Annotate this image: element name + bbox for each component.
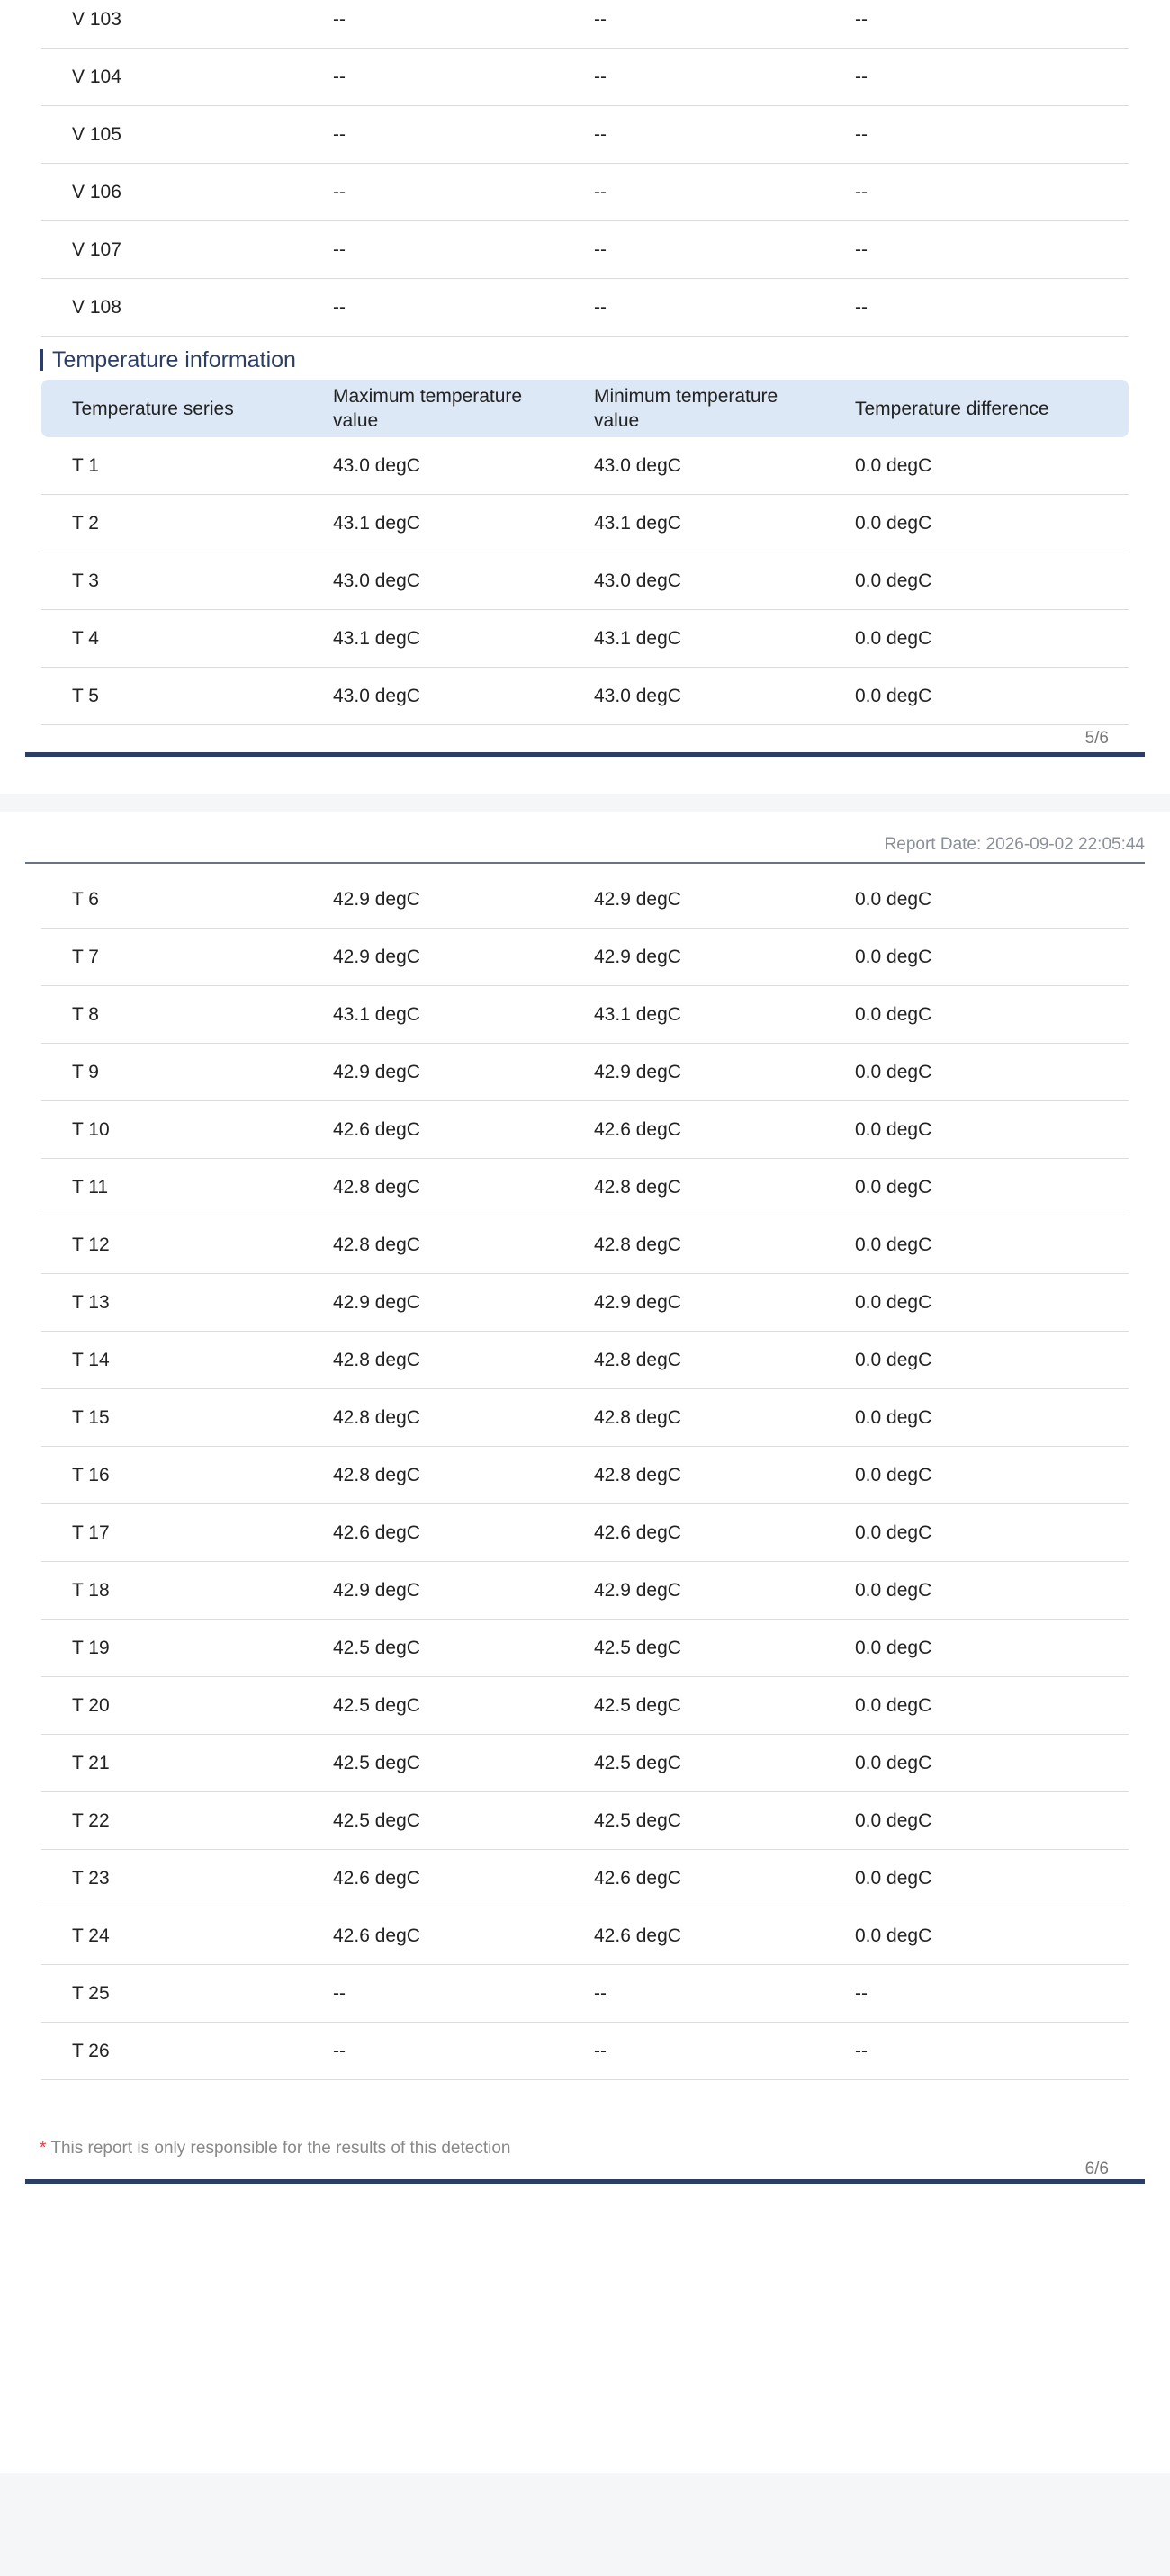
cell-diff: -- [855, 124, 868, 145]
cell-min: -- [594, 67, 607, 87]
cell-diff: -- [855, 67, 868, 87]
cell-min: -- [594, 297, 607, 318]
cell-series: V 108 [72, 297, 122, 318]
page-number: 5/6 [1084, 729, 1109, 748]
table-row [41, 1504, 1129, 1562]
page-number: 6/6 [1084, 2159, 1109, 2178]
voltage-table [41, 0, 1129, 337]
cell-max: 42.6 degC [333, 1868, 420, 1889]
page-header-rule [25, 862, 1145, 864]
cell-min: 42.8 degC [594, 1234, 681, 1255]
cell-series: V 104 [72, 67, 122, 87]
header-min: Minimum temperature value [594, 386, 778, 431]
cell-max: 43.0 degC [333, 570, 420, 591]
cell-series: T 23 [72, 1868, 110, 1889]
cell-min: 42.8 degC [594, 1177, 681, 1198]
table-row [41, 1389, 1129, 1447]
cell-max: 42.6 degC [333, 1925, 420, 1946]
cell-diff: 0.0 degC [855, 1350, 932, 1370]
cell-diff: -- [855, 2041, 868, 2061]
cell-max: 42.6 degC [333, 1522, 420, 1543]
table-row [41, 1620, 1129, 1677]
cell-max: 43.1 degC [333, 1004, 420, 1025]
cell-series: T 25 [72, 1983, 110, 2004]
cell-max: 42.8 degC [333, 1234, 420, 1255]
cell-diff: -- [855, 1983, 868, 2004]
table-row [41, 1044, 1129, 1101]
cell-series: T 26 [72, 2041, 110, 2061]
cell-min: 42.5 degC [594, 1695, 681, 1716]
cell-series: T 13 [72, 1292, 110, 1313]
cell-max: -- [333, 297, 346, 318]
header-diff: Temperature difference [855, 398, 1049, 419]
cell-min: 42.5 degC [594, 1810, 681, 1831]
cell-min: 42.6 degC [594, 1868, 681, 1889]
cell-min: -- [594, 124, 607, 145]
cell-diff: 0.0 degC [855, 1177, 932, 1198]
table-row [41, 1216, 1129, 1274]
cell-series: T 9 [72, 1062, 99, 1082]
cell-min: 42.8 degC [594, 1465, 681, 1485]
cell-diff: 0.0 degC [855, 1465, 932, 1485]
cell-max: -- [333, 1983, 346, 2004]
section-marker [40, 349, 43, 371]
temperature-section-title [40, 344, 296, 376]
cell-min: 43.1 degC [594, 513, 681, 534]
table-row [41, 1677, 1129, 1735]
cell-min: 42.6 degC [594, 1119, 681, 1140]
cell-min: -- [594, 182, 607, 202]
table-row [41, 929, 1129, 986]
cell-series: T 24 [72, 1925, 110, 1946]
cell-min: 42.5 degC [594, 1753, 681, 1773]
cell-diff: 0.0 degC [855, 1810, 932, 1831]
cell-min: -- [594, 239, 607, 260]
cell-diff: 0.0 degC [855, 947, 932, 967]
cell-series: T 7 [72, 947, 99, 967]
cell-diff: 0.0 degC [855, 1522, 932, 1543]
cell-series: T 2 [72, 513, 99, 534]
cell-series: T 16 [72, 1465, 110, 1485]
table-row [41, 495, 1129, 552]
cell-max: 43.1 degC [333, 628, 420, 649]
cell-min: 42.8 degC [594, 1350, 681, 1370]
cell-max: -- [333, 67, 346, 87]
cell-min: 42.6 degC [594, 1522, 681, 1543]
cell-series: T 12 [72, 1234, 110, 1255]
section-title-text: Temperature information [52, 346, 296, 372]
cell-min: 42.9 degC [594, 947, 681, 967]
header-series: Temperature series [72, 398, 234, 419]
cell-series: T 10 [72, 1119, 110, 1140]
cell-diff: 0.0 degC [855, 889, 932, 910]
cell-series: T 17 [72, 1522, 110, 1543]
table-row [41, 279, 1129, 337]
cell-diff: 0.0 degC [855, 513, 932, 534]
cell-diff: 0.0 degC [855, 1119, 932, 1140]
cell-series: T 8 [72, 1004, 99, 1025]
cell-max: 42.9 degC [333, 1580, 420, 1601]
cell-min: -- [594, 9, 607, 30]
header-max: Maximum temperature value [333, 386, 523, 431]
cell-series: V 105 [72, 124, 122, 145]
cell-max: 42.9 degC [333, 947, 420, 967]
cell-max: 43.0 degC [333, 686, 420, 706]
cell-diff: -- [855, 239, 868, 260]
footnote-asterisk: * [40, 2139, 47, 2158]
cell-series: T 1 [72, 455, 99, 476]
cell-series: T 18 [72, 1580, 110, 1601]
table-row [41, 164, 1129, 221]
cell-series: T 15 [72, 1407, 110, 1428]
table-row [41, 0, 1129, 49]
table-row [41, 1965, 1129, 2023]
table-row [41, 610, 1129, 668]
cell-diff: 0.0 degC [855, 1695, 932, 1716]
cell-max: 42.5 degC [333, 1695, 420, 1716]
temperature-table-page5 [41, 437, 1129, 725]
table-row [41, 1735, 1129, 1792]
cell-max: 42.9 degC [333, 1292, 420, 1313]
table-row [41, 1447, 1129, 1504]
table-row [41, 221, 1129, 279]
cell-min: 42.8 degC [594, 1407, 681, 1428]
cell-series: T 6 [72, 889, 99, 910]
table-row [41, 1907, 1129, 1965]
cell-max: -- [333, 9, 346, 30]
cell-max: 42.8 degC [333, 1177, 420, 1198]
cell-series: V 107 [72, 239, 122, 260]
cell-series: T 5 [72, 686, 99, 706]
cell-max: 42.5 degC [333, 1810, 420, 1831]
cell-diff: 0.0 degC [855, 1868, 932, 1889]
cell-series: T 3 [72, 570, 99, 591]
cell-series: T 19 [72, 1638, 110, 1658]
table-row [41, 1562, 1129, 1620]
table-row [41, 437, 1129, 495]
page-bottom-rule [25, 2179, 1145, 2184]
cell-min: 43.0 degC [594, 686, 681, 706]
cell-min: -- [594, 2041, 607, 2061]
report-page-5 [0, 0, 1170, 794]
cell-series: T 22 [72, 1810, 110, 1831]
cell-diff: 0.0 degC [855, 455, 932, 476]
cell-diff: 0.0 degC [855, 1062, 932, 1082]
cell-diff: 0.0 degC [855, 628, 932, 649]
cell-series: T 4 [72, 628, 99, 649]
page-bottom-rule [25, 752, 1145, 757]
cell-max: -- [333, 124, 346, 145]
cell-min: 43.1 degC [594, 1004, 681, 1025]
table-row [41, 49, 1129, 106]
cell-max: 42.8 degC [333, 1350, 420, 1370]
cell-diff: 0.0 degC [855, 1753, 932, 1773]
cell-max: 42.9 degC [333, 1062, 420, 1082]
cell-max: -- [333, 2041, 346, 2061]
table-row [41, 1850, 1129, 1907]
cell-max: 42.9 degC [333, 889, 420, 910]
cell-diff: 0.0 degC [855, 570, 932, 591]
cell-max: 43.0 degC [333, 455, 420, 476]
cell-max: 42.5 degC [333, 1638, 420, 1658]
temperature-table-page6 [41, 871, 1129, 2080]
table-row [41, 1159, 1129, 1216]
report-footnote [40, 2139, 510, 2159]
cell-diff: 0.0 degC [855, 1638, 932, 1658]
temperature-table-header [41, 380, 1129, 437]
cell-diff: 0.0 degC [855, 1580, 932, 1601]
cell-diff: 0.0 degC [855, 1925, 932, 1946]
cell-max: 43.1 degC [333, 513, 420, 534]
cell-min: 42.9 degC [594, 1292, 681, 1313]
cell-diff: 0.0 degC [855, 686, 932, 706]
cell-max: 42.8 degC [333, 1465, 420, 1485]
footnote-text: This report is only responsible for the results of this detection [46, 2139, 511, 2158]
cell-diff: 0.0 degC [855, 1292, 932, 1313]
table-row [41, 106, 1129, 164]
cell-min: 43.0 degC [594, 570, 681, 591]
table-row [41, 1101, 1129, 1159]
cell-min: 42.9 degC [594, 1580, 681, 1601]
cell-diff: 0.0 degC [855, 1004, 932, 1025]
table-row [41, 986, 1129, 1044]
cell-series: T 11 [72, 1177, 109, 1198]
cell-min: 43.1 degC [594, 628, 681, 649]
cell-diff: 0.0 degC [855, 1407, 932, 1428]
cell-min: -- [594, 1983, 607, 2004]
table-row [41, 1792, 1129, 1850]
table-row [41, 552, 1129, 610]
cell-series: T 14 [72, 1350, 110, 1370]
cell-max: 42.5 degC [333, 1753, 420, 1773]
table-row [41, 871, 1129, 929]
cell-diff: -- [855, 297, 868, 318]
cell-min: 42.9 degC [594, 1062, 681, 1082]
cell-min: 42.5 degC [594, 1638, 681, 1658]
cell-diff: -- [855, 182, 868, 202]
table-row [41, 1274, 1129, 1332]
table-row [41, 2023, 1129, 2080]
cell-max: 42.8 degC [333, 1407, 420, 1428]
cell-max: 42.6 degC [333, 1119, 420, 1140]
cell-max: -- [333, 182, 346, 202]
cell-diff: 0.0 degC [855, 1234, 932, 1255]
cell-min: 43.0 degC [594, 455, 681, 476]
cell-diff: -- [855, 9, 868, 30]
cell-min: 42.9 degC [594, 889, 681, 910]
table-row [41, 668, 1129, 725]
report-date: Report Date: 2026-09-02 22:05:44 [884, 835, 1145, 854]
cell-series: V 106 [72, 182, 122, 202]
cell-series: V 103 [72, 9, 122, 30]
cell-series: T 21 [72, 1753, 110, 1773]
cell-max: -- [333, 239, 346, 260]
table-row [41, 1332, 1129, 1389]
cell-series: T 20 [72, 1695, 110, 1716]
cell-min: 42.6 degC [594, 1925, 681, 1946]
